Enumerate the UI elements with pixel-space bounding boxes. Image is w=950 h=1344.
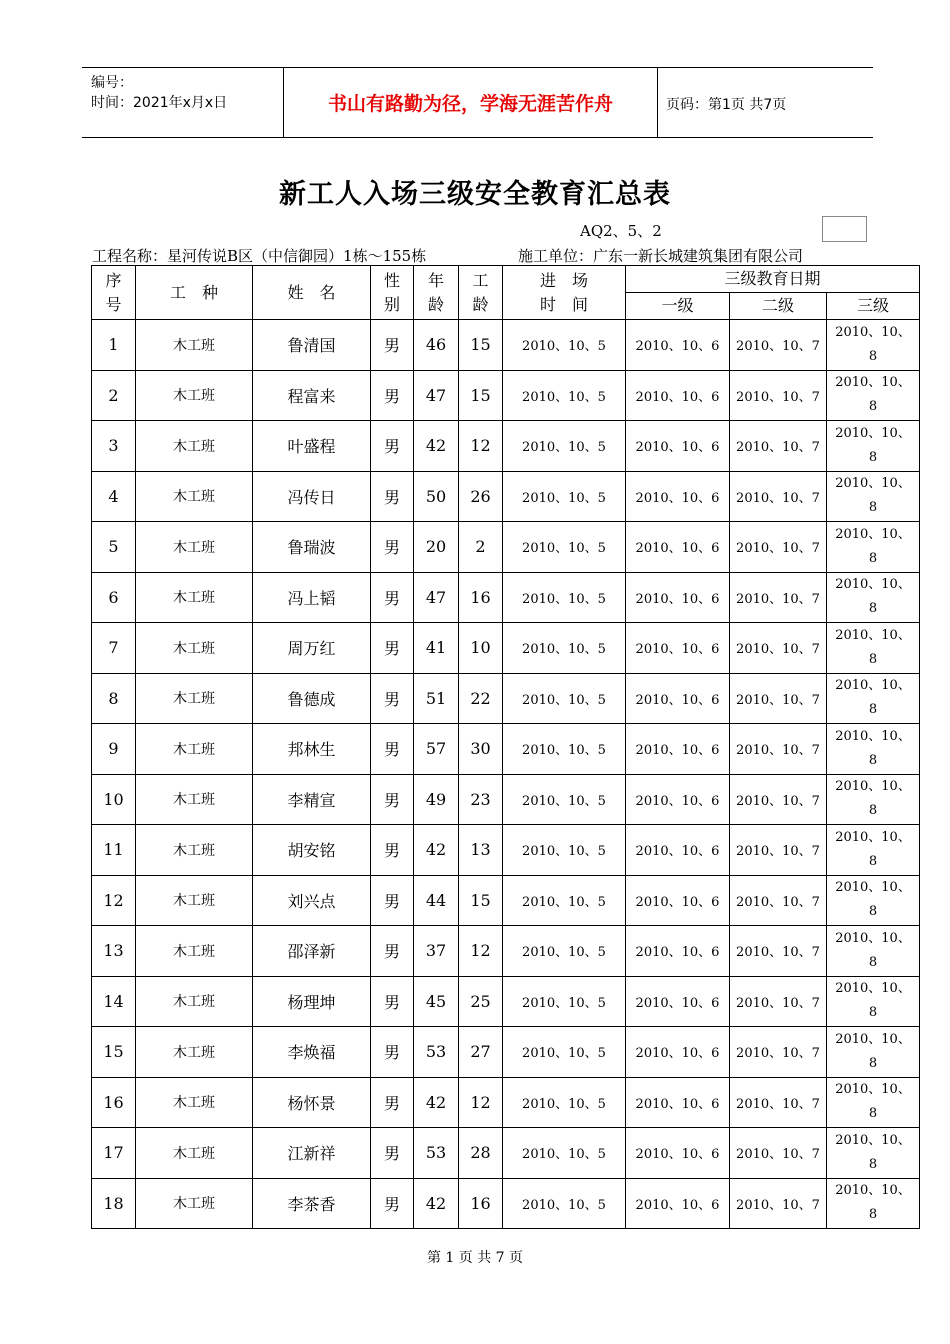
cell-level3-date-line1: 2010、10、 xyxy=(835,425,911,441)
cell-trade: 木工班 xyxy=(136,875,253,926)
cell-level2-date: 2010、10、7 xyxy=(730,522,827,573)
cell-level1-date: 2010、10、6 xyxy=(626,774,730,825)
cell-level1-date: 2010、10、6 xyxy=(626,421,730,472)
cell-name: 杨理坤 xyxy=(253,976,371,1027)
cell-level3-date-line1: 2010、10、 xyxy=(835,324,911,340)
header-name: 姓 名 xyxy=(253,266,371,320)
cell-service: 25 xyxy=(459,976,503,1027)
cell-seq: 7 xyxy=(92,623,136,674)
cell-sex: 男 xyxy=(371,370,414,421)
cell-service: 22 xyxy=(459,673,503,724)
header-sex-line1: 性 xyxy=(383,270,400,290)
cell-service: 12 xyxy=(459,1077,503,1128)
roster-body xyxy=(92,320,920,1229)
cell-age: 45 xyxy=(414,976,459,1027)
table-row xyxy=(92,875,920,926)
header-sex xyxy=(371,266,414,320)
cell-level2-date: 2010、10、7 xyxy=(730,875,827,926)
cell-level1-date: 2010、10、6 xyxy=(626,1128,730,1179)
cell-seq: 9 xyxy=(92,724,136,775)
cell-sex: 男 xyxy=(371,1128,414,1179)
cell-service: 2 xyxy=(459,522,503,573)
cell-level3-date-line2: 8 xyxy=(868,399,878,415)
cell-sex: 男 xyxy=(371,1027,414,1078)
header-entry xyxy=(503,266,626,320)
cell-sex: 男 xyxy=(371,572,414,623)
cell-level1-date: 2010、10、6 xyxy=(626,320,730,371)
cell-sex: 男 xyxy=(371,976,414,1027)
header-age xyxy=(414,266,459,320)
cell-sex: 男 xyxy=(371,320,414,371)
cell-level3-date-line2: 8 xyxy=(868,1207,878,1223)
cell-name: 冯上韬 xyxy=(253,572,371,623)
header-page-info: 页码：第1页 共7页 xyxy=(666,97,787,113)
cell-level3-date xyxy=(827,673,920,724)
cell-service: 15 xyxy=(459,875,503,926)
cell-trade: 木工班 xyxy=(136,926,253,977)
cell-level3-date-line2: 8 xyxy=(868,449,878,465)
cell-level1-date: 2010、10、6 xyxy=(626,370,730,421)
cell-age: 42 xyxy=(414,825,459,876)
table-row xyxy=(92,623,920,674)
cell-trade: 木工班 xyxy=(136,623,253,674)
cell-age: 53 xyxy=(414,1128,459,1179)
cell-level3-date-line1: 2010、10、 xyxy=(835,829,911,845)
cell-level2-date: 2010、10、7 xyxy=(730,421,827,472)
cell-seq: 5 xyxy=(92,522,136,573)
cell-age: 53 xyxy=(414,1027,459,1078)
cell-level3-date xyxy=(827,976,920,1027)
cell-name: 周万红 xyxy=(253,623,371,674)
header-entry-line2: 时 间 xyxy=(539,294,588,314)
cell-level3-date-line1: 2010、10、 xyxy=(835,1183,911,1199)
cell-level2-date: 2010、10、7 xyxy=(730,1178,827,1229)
cell-level2-date: 2010、10、7 xyxy=(730,673,827,724)
cell-name: 刘兴点 xyxy=(253,875,371,926)
cell-name: 邵泽新 xyxy=(253,926,371,977)
number-label: 编号： xyxy=(91,75,133,91)
cell-entry-date: 2010、10、5 xyxy=(503,976,626,1027)
cell-service: 30 xyxy=(459,724,503,775)
table-row xyxy=(92,724,920,775)
cell-level3-date-line2: 8 xyxy=(868,1156,878,1172)
cell-entry-date: 2010、10、5 xyxy=(503,724,626,775)
cell-level3-date xyxy=(827,572,920,623)
cell-sex: 男 xyxy=(371,421,414,472)
cell-level3-date-line2: 8 xyxy=(868,1055,878,1071)
cell-level1-date: 2010、10、6 xyxy=(626,1077,730,1128)
cell-trade: 木工班 xyxy=(136,673,253,724)
cell-level2-date: 2010、10、7 xyxy=(730,370,827,421)
table-row xyxy=(92,1178,920,1229)
cell-entry-date: 2010、10、5 xyxy=(503,774,626,825)
cell-age: 41 xyxy=(414,623,459,674)
code-box xyxy=(822,216,867,242)
cell-trade: 木工班 xyxy=(136,522,253,573)
cell-entry-date: 2010、10、5 xyxy=(503,522,626,573)
cell-name: 鲁瑞波 xyxy=(253,522,371,573)
cell-entry-date: 2010、10、5 xyxy=(503,1128,626,1179)
cell-name: 杨怀景 xyxy=(253,1077,371,1128)
cell-seq: 14 xyxy=(92,976,136,1027)
cell-level3-date xyxy=(827,1027,920,1078)
cell-seq: 8 xyxy=(92,673,136,724)
cell-level3-date-line2: 8 xyxy=(868,954,878,970)
header-level2: 二级 xyxy=(730,293,827,320)
construction-unit: 施工单位：广东一新长城建筑集团有限公司 xyxy=(518,247,804,265)
cell-level3-date-line2: 8 xyxy=(868,550,878,566)
time-label: 时间：2021年x月x日 xyxy=(91,95,228,111)
table-row xyxy=(92,421,920,472)
cell-level2-date: 2010、10、7 xyxy=(730,724,827,775)
cell-level3-date xyxy=(827,421,920,472)
cell-service: 15 xyxy=(459,320,503,371)
cell-trade: 木工班 xyxy=(136,774,253,825)
cell-name: 李焕福 xyxy=(253,1027,371,1078)
cell-seq: 6 xyxy=(92,572,136,623)
cell-trade: 木工班 xyxy=(136,1027,253,1078)
cell-level3-date-line2: 8 xyxy=(868,651,878,667)
header-seq xyxy=(92,266,136,320)
cell-seq: 2 xyxy=(92,370,136,421)
cell-level3-date-line1: 2010、10、 xyxy=(835,526,911,542)
cell-level3-date-line2: 8 xyxy=(868,752,878,768)
table-row xyxy=(92,774,920,825)
cell-sex: 男 xyxy=(371,623,414,674)
header-level3: 三级 xyxy=(827,293,920,320)
cell-level3-date xyxy=(827,926,920,977)
cell-sex: 男 xyxy=(371,1178,414,1229)
cell-level1-date: 2010、10、6 xyxy=(626,522,730,573)
cell-level3-date-line1: 2010、10、 xyxy=(835,627,911,643)
cell-level3-date-line1: 2010、10、 xyxy=(835,1031,911,1047)
header-age-line1: 年 xyxy=(427,270,444,290)
cell-entry-date: 2010、10、5 xyxy=(503,320,626,371)
cell-sex: 男 xyxy=(371,724,414,775)
cell-sex: 男 xyxy=(371,471,414,522)
table-row xyxy=(92,1128,920,1179)
cell-trade: 木工班 xyxy=(136,1077,253,1128)
cell-seq: 12 xyxy=(92,875,136,926)
table-row xyxy=(92,825,920,876)
cell-entry-date: 2010、10、5 xyxy=(503,1027,626,1078)
cell-level2-date: 2010、10、7 xyxy=(730,976,827,1027)
cell-level3-date-line1: 2010、10、 xyxy=(835,375,911,391)
table-row xyxy=(92,1077,920,1128)
document-title: 新工人入场三级安全教育汇总表 xyxy=(279,179,671,210)
cell-level3-date-line1: 2010、10、 xyxy=(835,577,911,593)
cell-service: 12 xyxy=(459,421,503,472)
cell-entry-date: 2010、10、5 xyxy=(503,825,626,876)
cell-level3-date-line2: 8 xyxy=(868,601,878,617)
cell-age: 46 xyxy=(414,320,459,371)
cell-level2-date: 2010、10、7 xyxy=(730,1027,827,1078)
cell-trade: 木工班 xyxy=(136,421,253,472)
header-sex-line2: 别 xyxy=(383,294,400,314)
cell-trade: 木工班 xyxy=(136,320,253,371)
cell-level3-date xyxy=(827,774,920,825)
cell-level1-date: 2010、10、6 xyxy=(626,1027,730,1078)
table-row xyxy=(92,1027,920,1078)
education-roster-table xyxy=(91,265,920,1229)
cell-level3-date-line1: 2010、10、 xyxy=(835,779,911,795)
table-row xyxy=(92,471,920,522)
cell-entry-date: 2010、10、5 xyxy=(503,1077,626,1128)
project-name: 工程名称：星河传说B区（中信御园）1栋～155栋 xyxy=(92,247,427,265)
cell-seq: 16 xyxy=(92,1077,136,1128)
cell-level3-date-line2: 8 xyxy=(868,853,878,869)
header-service-line2: 龄 xyxy=(472,294,489,314)
cell-level3-date-line2: 8 xyxy=(868,1106,878,1122)
cell-level2-date: 2010、10、7 xyxy=(730,572,827,623)
cell-service: 26 xyxy=(459,471,503,522)
cell-level3-date xyxy=(827,471,920,522)
document-code: AQ2、5、2 xyxy=(580,222,662,240)
cell-name: 李精宣 xyxy=(253,774,371,825)
cell-service: 16 xyxy=(459,572,503,623)
cell-level1-date: 2010、10、6 xyxy=(626,673,730,724)
header-age-line2: 龄 xyxy=(427,294,444,314)
table-row xyxy=(92,522,920,573)
cell-name: 邦林生 xyxy=(253,724,371,775)
cell-level1-date: 2010、10、6 xyxy=(626,1178,730,1229)
cell-age: 50 xyxy=(414,471,459,522)
cell-level3-date-line2: 8 xyxy=(868,904,878,920)
table-row xyxy=(92,673,920,724)
cell-level3-date xyxy=(827,522,920,573)
cell-level3-date-line2: 8 xyxy=(868,702,878,718)
cell-name: 冯传日 xyxy=(253,471,371,522)
cell-sex: 男 xyxy=(371,1077,414,1128)
cell-level3-date-line2: 8 xyxy=(868,803,878,819)
cell-service: 12 xyxy=(459,926,503,977)
cell-level1-date: 2010、10、6 xyxy=(626,926,730,977)
cell-trade: 木工班 xyxy=(136,572,253,623)
table-row xyxy=(92,926,920,977)
header-entry-line1: 进 场 xyxy=(539,270,588,290)
cell-entry-date: 2010、10、5 xyxy=(503,1178,626,1229)
cell-sex: 男 xyxy=(371,825,414,876)
header-trade: 工 种 xyxy=(136,266,253,320)
cell-age: 47 xyxy=(414,572,459,623)
cell-level1-date: 2010、10、6 xyxy=(626,471,730,522)
cell-level3-date-line1: 2010、10、 xyxy=(835,1132,911,1148)
cell-entry-date: 2010、10、5 xyxy=(503,370,626,421)
cell-level3-date xyxy=(827,623,920,674)
cell-level1-date: 2010、10、6 xyxy=(626,976,730,1027)
cell-entry-date: 2010、10、5 xyxy=(503,623,626,674)
cell-entry-date: 2010、10、5 xyxy=(503,875,626,926)
cell-name: 胡安铭 xyxy=(253,825,371,876)
cell-age: 37 xyxy=(414,926,459,977)
cell-service: 16 xyxy=(459,1178,503,1229)
cell-sex: 男 xyxy=(371,926,414,977)
header-seq-line1: 序 xyxy=(105,270,122,290)
cell-trade: 木工班 xyxy=(136,1128,253,1179)
cell-level3-date-line2: 8 xyxy=(868,1005,878,1021)
cell-service: 28 xyxy=(459,1128,503,1179)
cell-level3-date-line1: 2010、10、 xyxy=(835,678,911,694)
cell-level2-date: 2010、10、7 xyxy=(730,926,827,977)
cell-seq: 17 xyxy=(92,1128,136,1179)
cell-level2-date: 2010、10、7 xyxy=(730,825,827,876)
cell-sex: 男 xyxy=(371,522,414,573)
cell-sex: 男 xyxy=(371,673,414,724)
cell-service: 10 xyxy=(459,623,503,674)
cell-name: 程富来 xyxy=(253,370,371,421)
cell-level3-date xyxy=(827,1128,920,1179)
cell-level3-date-line2: 8 xyxy=(868,348,878,364)
header-service-line1: 工 xyxy=(472,270,489,290)
header-meta xyxy=(82,68,283,137)
cell-level3-date-line1: 2010、10、 xyxy=(835,880,911,896)
cell-level3-date xyxy=(827,1178,920,1229)
cell-age: 42 xyxy=(414,1178,459,1229)
cell-trade: 木工班 xyxy=(136,471,253,522)
cell-trade: 木工班 xyxy=(136,825,253,876)
cell-seq: 11 xyxy=(92,825,136,876)
cell-service: 23 xyxy=(459,774,503,825)
table-row xyxy=(92,572,920,623)
motto: 书山有路勤为径，学海无涯苦作舟 xyxy=(283,68,658,137)
cell-level2-date: 2010、10、7 xyxy=(730,774,827,825)
cell-age: 42 xyxy=(414,421,459,472)
cell-age: 20 xyxy=(414,522,459,573)
header-level1: 一级 xyxy=(626,293,730,320)
cell-trade: 木工班 xyxy=(136,724,253,775)
cell-age: 42 xyxy=(414,1077,459,1128)
cell-seq: 3 xyxy=(92,421,136,472)
cell-level2-date: 2010、10、7 xyxy=(730,320,827,371)
cell-level1-date: 2010、10、6 xyxy=(626,825,730,876)
cell-seq: 18 xyxy=(92,1178,136,1229)
cell-seq: 13 xyxy=(92,926,136,977)
cell-level3-date xyxy=(827,724,920,775)
header-edu-dates: 三级教育日期 xyxy=(626,266,920,293)
cell-level3-date xyxy=(827,875,920,926)
cell-name: 鲁德成 xyxy=(253,673,371,724)
cell-age: 51 xyxy=(414,673,459,724)
cell-age: 47 xyxy=(414,370,459,421)
cell-level3-date-line1: 2010、10、 xyxy=(835,728,911,744)
cell-seq: 10 xyxy=(92,774,136,825)
cell-age: 57 xyxy=(414,724,459,775)
cell-entry-date: 2010、10、5 xyxy=(503,673,626,724)
cell-name: 江新祥 xyxy=(253,1128,371,1179)
cell-service: 15 xyxy=(459,370,503,421)
cell-level3-date-line1: 2010、10、 xyxy=(835,476,911,492)
cell-level3-date xyxy=(827,825,920,876)
cell-sex: 男 xyxy=(371,875,414,926)
cell-level3-date xyxy=(827,370,920,421)
cell-level1-date: 2010、10、6 xyxy=(626,875,730,926)
cell-level2-date: 2010、10、7 xyxy=(730,1077,827,1128)
cell-seq: 1 xyxy=(92,320,136,371)
cell-entry-date: 2010、10、5 xyxy=(503,926,626,977)
cell-trade: 木工班 xyxy=(136,1178,253,1229)
cell-level2-date: 2010、10、7 xyxy=(730,471,827,522)
page-footer: 第 1 页 共 7 页 xyxy=(426,1250,524,1266)
cell-sex: 男 xyxy=(371,774,414,825)
cell-age: 44 xyxy=(414,875,459,926)
cell-name: 李茶香 xyxy=(253,1178,371,1229)
cell-level2-date: 2010、10、7 xyxy=(730,1128,827,1179)
cell-level1-date: 2010、10、6 xyxy=(626,623,730,674)
header-seq-line2: 号 xyxy=(105,294,122,314)
header-service xyxy=(459,266,503,320)
cell-level3-date-line1: 2010、10、 xyxy=(835,1082,911,1098)
cell-entry-date: 2010、10、5 xyxy=(503,572,626,623)
cell-level3-date-line1: 2010、10、 xyxy=(835,981,911,997)
cell-entry-date: 2010、10、5 xyxy=(503,421,626,472)
cell-entry-date: 2010、10、5 xyxy=(503,471,626,522)
table-row xyxy=(92,320,920,371)
cell-trade: 木工班 xyxy=(136,370,253,421)
cell-seq: 15 xyxy=(92,1027,136,1078)
cell-seq: 4 xyxy=(92,471,136,522)
cell-trade: 木工班 xyxy=(136,976,253,1027)
table-row xyxy=(92,976,920,1027)
cell-level3-date xyxy=(827,1077,920,1128)
cell-name: 鲁清国 xyxy=(253,320,371,371)
cell-level1-date: 2010、10、6 xyxy=(626,572,730,623)
cell-level2-date: 2010、10、7 xyxy=(730,623,827,674)
cell-level3-date xyxy=(827,320,920,371)
cell-level1-date: 2010、10、6 xyxy=(626,724,730,775)
cell-service: 13 xyxy=(459,825,503,876)
cell-age: 49 xyxy=(414,774,459,825)
cell-level3-date-line2: 8 xyxy=(868,500,878,516)
cell-name: 叶盛程 xyxy=(253,421,371,472)
page-header xyxy=(82,67,873,138)
cell-service: 27 xyxy=(459,1027,503,1078)
table-row xyxy=(92,370,920,421)
cell-level3-date-line1: 2010、10、 xyxy=(835,930,911,946)
